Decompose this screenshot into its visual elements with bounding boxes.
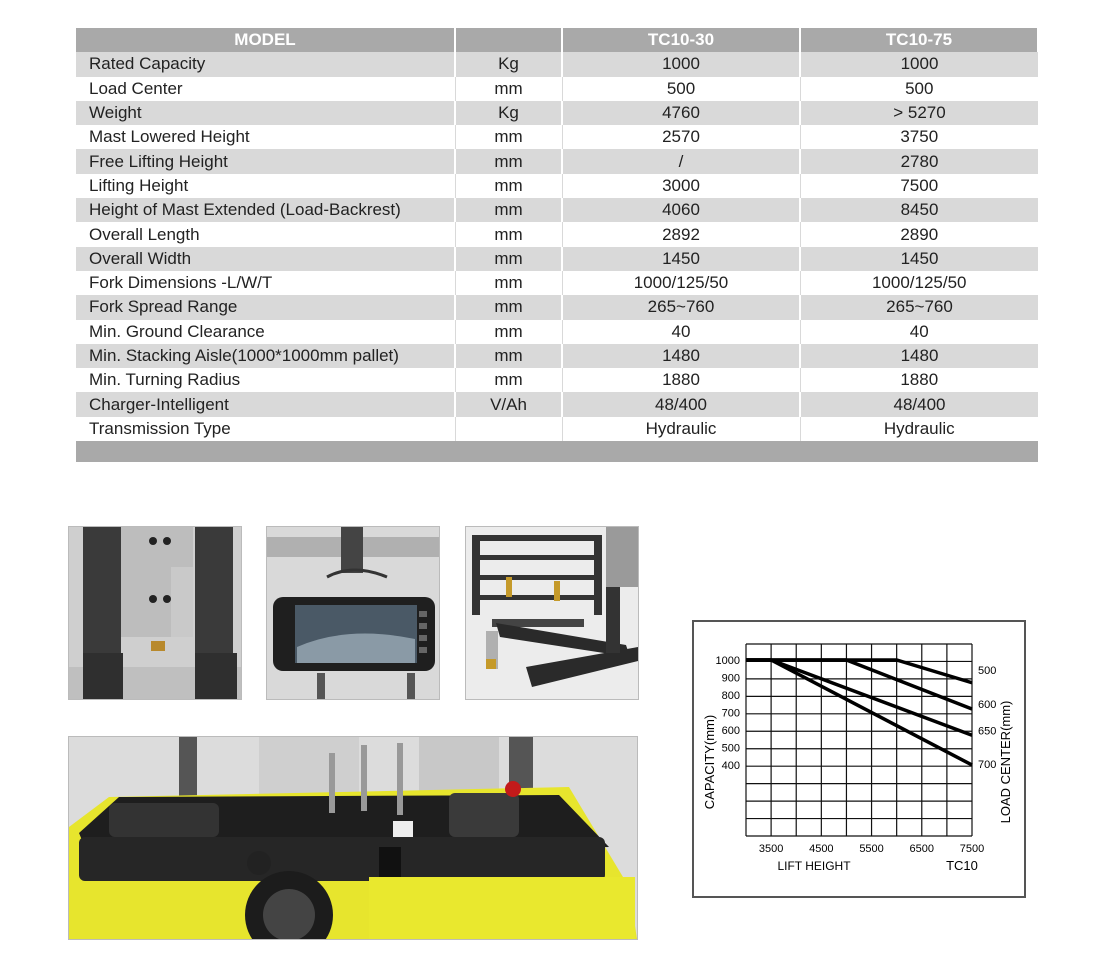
spec-param-cell: Overall Length [76, 222, 455, 246]
spec-param-cell: Min. Stacking Aisle(1000*1000mm pallet) [76, 344, 455, 368]
spec-param-cell: Height of Mast Extended (Load-Backrest) [76, 198, 455, 222]
spec-tc10-75-cell: 265~760 [800, 295, 1038, 319]
spec-unit-cell: mm [455, 344, 562, 368]
spec-tc10-30-cell: 1880 [562, 368, 800, 392]
spec-tc10-30-cell: 2892 [562, 222, 800, 246]
spec-param-cell: Mast Lowered Height [76, 125, 455, 149]
spec-row [76, 222, 1038, 246]
chart-y-tick-label: 700 [721, 707, 740, 720]
table-footer-bar [76, 441, 1038, 462]
chart-y-tick-label: 1000 [715, 655, 740, 667]
operator-control-panel-photo [68, 736, 638, 940]
chart-model-label: TC10 [946, 858, 978, 873]
spec-tc10-75-cell: > 5270 [800, 101, 1038, 125]
spec-param-cell: Free Lifting Height [76, 149, 455, 173]
spec-header-row [76, 28, 1038, 52]
spec-unit-cell: mm [455, 368, 562, 392]
chart-load-center-label: 700 [978, 759, 997, 771]
spec-tc10-30-cell: 40 [562, 320, 800, 344]
spec-unit-cell [455, 417, 562, 441]
spec-tc10-75-cell: 2780 [800, 149, 1038, 173]
spec-tc10-75-cell: 1880 [800, 368, 1038, 392]
spec-unit-cell: mm [455, 77, 562, 101]
chart-x-axis-label: LIFT HEIGHT [777, 859, 851, 873]
spec-table [76, 28, 1039, 441]
spec-unit-cell: mm [455, 198, 562, 222]
spec-tc10-75-cell: 1000 [800, 52, 1038, 76]
spec-tc10-75-cell: 1450 [800, 247, 1038, 271]
spec-tc10-30-cell: 4060 [562, 198, 800, 222]
chart-y-tick-label: 400 [721, 760, 740, 772]
spec-param-cell: Fork Spread Range [76, 295, 455, 319]
spec-row [76, 247, 1038, 271]
header-tc10-75: TC10-75 [800, 28, 1038, 52]
spec-tc10-30-cell: / [562, 149, 800, 173]
spec-row [76, 271, 1038, 295]
chart-x-tick-label: 4500 [809, 843, 834, 855]
header-tc10-30: TC10-30 [562, 28, 800, 52]
chart-load-center-label: 500 [978, 664, 997, 677]
spec-param-cell: Lifting Height [76, 174, 455, 198]
spec-row [76, 198, 1038, 222]
spec-tc10-30-cell: 1480 [562, 344, 800, 368]
spec-tc10-30-cell: Hydraulic [562, 417, 800, 441]
spec-row [76, 125, 1038, 149]
spec-param-cell: Charger-Intelligent [76, 392, 455, 416]
spec-unit-cell: mm [455, 125, 562, 149]
chart-x-tick-label: 5500 [859, 843, 884, 855]
spec-param-cell: Transmission Type [76, 417, 455, 441]
spec-tc10-75-cell: 1480 [800, 344, 1038, 368]
spec-tc10-75-cell: 48/400 [800, 392, 1038, 416]
spec-tc10-30-cell: 1000 [562, 52, 800, 76]
spec-row [76, 174, 1038, 198]
header-unit [455, 28, 562, 52]
spec-row [76, 417, 1038, 441]
chart-x-tick-label: 3500 [758, 843, 784, 855]
spec-row [76, 149, 1038, 173]
chart-x-tick-label: 7500 [959, 843, 985, 855]
chart-y-tick-label: 900 [721, 672, 740, 685]
spec-tc10-75-cell: 7500 [800, 174, 1038, 198]
spec-row [76, 295, 1038, 319]
chart-y-tick-label: 500 [721, 742, 740, 755]
load-chart-svg [694, 622, 1024, 896]
chart-load-center-label: 650 [978, 725, 997, 738]
spec-tc10-30-cell: 2570 [562, 125, 800, 149]
spec-tc10-75-cell: 500 [800, 77, 1038, 101]
spec-tc10-30-cell: 500 [562, 77, 800, 101]
chart-load-center-label: 600 [978, 699, 997, 711]
spec-tc10-30-cell: 1450 [562, 247, 800, 271]
chart-x-ticks [759, 843, 984, 855]
spec-tc10-75-cell: Hydraulic [800, 417, 1038, 441]
spec-param-cell: Weight [76, 101, 455, 125]
spec-tc10-75-cell: 1000/125/50 [800, 271, 1038, 295]
chart-y-tick-label: 800 [721, 690, 740, 702]
spec-param-cell: Rated Capacity [76, 52, 455, 76]
spec-tc10-75-cell: 3750 [800, 125, 1038, 149]
spec-tc10-30-cell: 265~760 [562, 295, 800, 319]
spec-unit-cell: Kg [455, 52, 562, 76]
header-model: MODEL [76, 28, 455, 52]
spec-row [76, 52, 1038, 76]
chart-x-tick-label: 6500 [909, 843, 935, 855]
spec-tc10-75-cell: 2890 [800, 222, 1038, 246]
chart-y2-axis-label: LOAD CENTER(mm) [998, 700, 1013, 824]
spec-tc10-75-cell: 8450 [800, 198, 1038, 222]
forks-extended-photo [465, 526, 639, 700]
spec-param-cell: Overall Width [76, 247, 455, 271]
chart-y-axis-label: CAPACITY(mm) [702, 714, 717, 810]
fork-carriage-photo [68, 526, 242, 700]
spec-unit-cell: mm [455, 295, 562, 319]
spec-unit-cell: mm [455, 174, 562, 198]
spec-unit-cell: mm [455, 149, 562, 173]
spec-unit-cell: mm [455, 247, 562, 271]
spec-row [76, 101, 1038, 125]
spec-unit-cell: mm [455, 222, 562, 246]
spec-row [76, 77, 1038, 101]
chart-load-center-labels [978, 665, 996, 771]
spec-unit-cell: mm [455, 320, 562, 344]
chart-y-tick-label: 600 [721, 725, 740, 737]
spec-tc10-30-cell: 3000 [562, 174, 800, 198]
spec-param-cell: Load Center [76, 77, 455, 101]
spec-tc10-75-cell: 40 [800, 320, 1038, 344]
spec-tc10-30-cell: 4760 [562, 101, 800, 125]
spec-param-cell: Min. Ground Clearance [76, 320, 455, 344]
load-chart [692, 620, 1026, 898]
spec-param-cell: Min. Turning Radius [76, 368, 455, 392]
spec-unit-cell: mm [455, 271, 562, 295]
rear-view-monitor-photo [266, 526, 440, 700]
chart-series-line-600 [746, 660, 972, 709]
spec-param-cell: Fork Dimensions -L/W/T [76, 271, 455, 295]
spec-unit-cell: V/Ah [455, 392, 562, 416]
spec-row [76, 344, 1038, 368]
spec-tc10-30-cell: 48/400 [562, 392, 800, 416]
spec-unit-cell: Kg [455, 101, 562, 125]
spec-tc10-30-cell: 1000/125/50 [562, 271, 800, 295]
chart-y-ticks [716, 655, 740, 772]
spec-row [76, 368, 1038, 392]
spec-row [76, 320, 1038, 344]
spec-row [76, 392, 1038, 416]
